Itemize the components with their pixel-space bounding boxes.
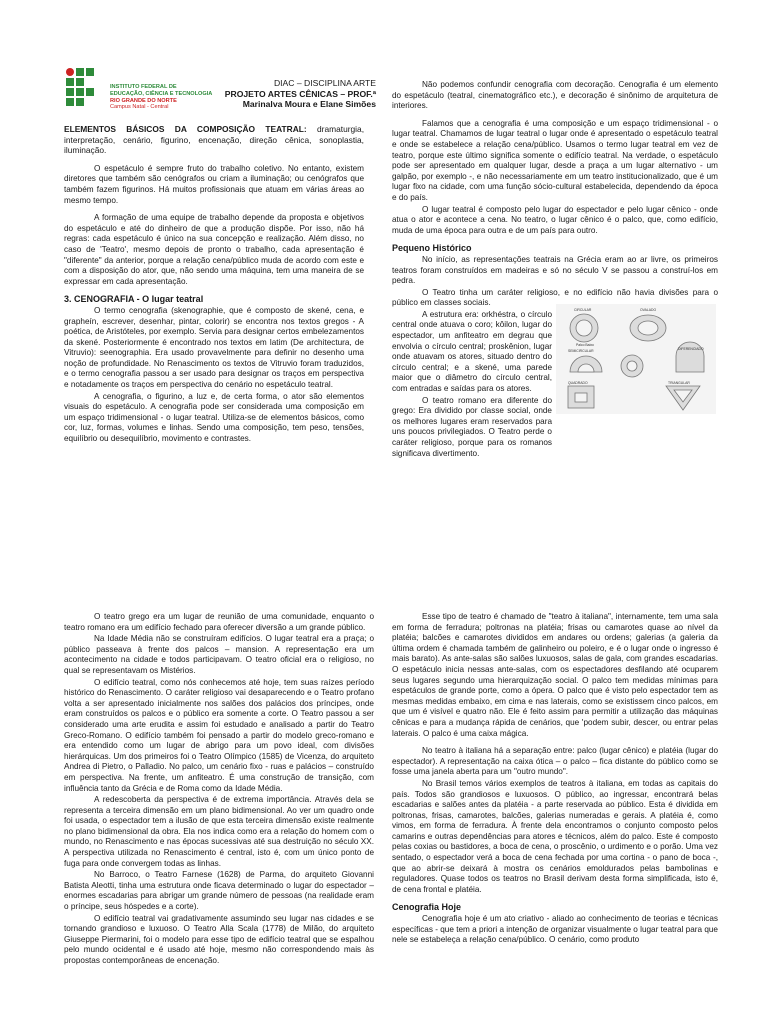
- paragraph: O termo cenografia (skenographie, que é composto de skené, cena, e grapheín, escrever, desenhar, pintar, colorir) se encontra nos textos gregos - A poética, de Aristóteles, por exemplo. Servia para designar certos embelezamentos da skené. Posteriormente é encontrado nos textos em latim (De architectura, de Vitruvio): seenographia. Era usado provavelmente para definir no desenho uma noção de profundidade. No Renascimento os textos de Vitruvio foram traduzidos, e o termo cenografia passou a ser usado para designar os traços em perspectiva e notadamente os traços em perspectiva do cenário no espetáculo teatral.: [64, 305, 364, 390]
- figure-label: CIRCULAR: [574, 308, 592, 312]
- paragraph: A cenografia, o figurino, a luz e, de certa forma, o ator são elementos visuais do espetáculo. A cenografia pode ser considerada uma composição em um espaço tridimensional - o lugar teatral. Utiliza-se de elementos básicos, como cor, luz, formas, volumes e linhas. Sendo uma composição, tem peso, tensões, equilíbrio ou desequilíbrio, movimento e contrastes.: [64, 391, 364, 444]
- paragraph: No Barroco, o Teatro Farnese (1628) de Parma, do arquiteto Giovanni Batista Aleotti, tinha uma estrutura onde ficava determinado o lugar do espectador – enormes escadarias para abrigar um grande número de pessoas (na realidade eram o príncipe, seus hóspedes e a corte).: [64, 870, 374, 912]
- document-header: DIAC – DISCIPLINA ARTE PROJETO ARTES CÊNICAS – PROF.ª Marinalva Moura e Elane Simões: [224, 78, 376, 110]
- page2-left-column: [64, 612, 374, 968]
- figure-label: DIFERENCIADO: [678, 347, 704, 351]
- figure-label: QUADRADO: [568, 381, 588, 385]
- paragraph: Na Idade Média não se construíram edifícios. O lugar teatral era a praça; o público passeava à frente dos palcos – mansion. A representação era um acontecimento na cidade e todos participavam. O teatro oficial era o religioso, no qual se representavam os Mistérios.: [64, 634, 374, 675]
- paragraph: A formação de uma equipe de trabalho depende da proposta e objetivos do espetáculo e até do dinheiro de que a produção dispõe. Por isso, não há regras: cada espetáculo é único na sua concepção e realização. Além disso, no caso de 'Teatro', mesmo depois de pronto o trabalho, cada apresentação é "diferente" da anterior, porque a relação cena/público muda de acordo com este e com a disposição do ator, que, não sendo uma máquina, tem uma maneira de se expressar em cada apresentação.: [64, 213, 364, 286]
- paragraph: Cenografia hoje é um ato criativo - aliado ao conhecimento de teorias e técnicas específicas - que tem a priori a intenção de organizar visualmente o lugar teatral para que nele se estabeleça a relação cena/público. O cenário, como produto: [392, 914, 718, 945]
- paragraph: Falamos que a cenografia é uma composição e um espaço tridimensional - o lugar teatral. Chamamos de lugar teatral o lugar onde é apresentado o espetáculo teatral e onde se estabelece a relação cena/público. Usamos o termo lugar teatral em vez de teatro, porque este último significa somente o edifício teatral. Na verdade, o espetáculo pode ser apresentado em qualquer lugar, desde a praça a um lugar alternativo - um galpão, por exemplo -, e não necessariamente em um teatro institucionalizado, que é um lugar fixo na cidade, com uma função sócio-cultural estabelecida, dependendo da época e do país.: [392, 118, 718, 202]
- page1-left-column: [64, 124, 364, 452]
- paragraph: A estrutura era: orkhéstra, o círculo central onde atuava o coro; kôilon, lugar do espectador, um anfiteatro em degrau que envolvia o círculo central; proskênion, lugar onde atuavam os atores, situado dentro do círculo central; e a skené, uma parede maior que o diâmetro do círculo central, com entradas e saídas para os atores.: [392, 309, 552, 394]
- institution-logo: [64, 66, 106, 108]
- stage-shapes-figure: [556, 304, 716, 414]
- figure-label: Palco Baixo: [576, 343, 594, 347]
- page-2: [0, 612, 768, 1024]
- paragraph: No início, as representações teatrais na Grécia eram ao ar livre, os primeiros teatros foram construídos em madeiras e só no século V se passou a construí-los em pedra.: [392, 254, 718, 286]
- paragraph: No teatro à italiana há a separação entre: palco (lugar cênico) e platéia (lugar do espectador). A representação na caixa ótica – o palco – fica distante do público como se fosse uma janela aberta para um "outro mundo".: [392, 746, 718, 777]
- document-title: ELEMENTOS BÁSICOS DA COMPOSIÇÃO TEATRAL: dramaturgia, interpretação, cenário, figurino, encenação, direção cênica, sonoplastia, iluminação.: [64, 124, 365, 156]
- paragraph: Esse tipo de teatro é chamado de "teatro à italiana", internamente, tem uma sala em forma de ferradura; poltronas na platéia; frisas ou camarotes quase ao nível da platéia; balcões e camarotes divididos em andares ou ordens; galerias (a galeria da última ordem é chamada também de galinheiro ou poleiro, e é o lugar onde o ingresso é mais barato). As ante-salas são salões luxuosos, salas de gala, com grandes escadarias. O espetáculo inicia nessas ante-salas, com os espectadores desfilando até ocuparem seus lugares segundo uma hierarquização social. O palco tem medidas mínimas para espetáculos de grande porte, como a ópera. O palco que é visto pelo espectador tem as mesmas medidas embaixo, em cima e nas laterais, como se existissem cinco palcos, em que um é visível e quatro não. Ele é feito assim para permitir a utilização das máquinas cênicas e para a mudança rápida de cenários, que 'podem subir, descer, ou entrar pelas laterais. O palco é uma caixa mágica.: [392, 612, 718, 738]
- institution-name: INSTITUTO FEDERAL DE EDUCAÇÃO, CIÊNCIA E TECNOLOGIA RIO GRANDE DO NORTE Campus Natal - Central: [110, 84, 213, 111]
- section-heading: 3. CENOGRAFIA - O lugar teatral: [64, 294, 204, 305]
- section-heading: Cenografia Hoje: [392, 902, 462, 913]
- page2-right-column: [392, 612, 718, 953]
- paragraph: O teatro grego era um lugar de reunião de uma comunidade, enquanto o teatro romano era um edifício fechado para oferecer diversão a um grande público.: [64, 612, 374, 632]
- paragraph: A redescoberta da perspectiva é de extrema importância. Através dela se representa a terceira dimensão em um plano bidimensional. Ao ver um quadro onde foi usada, o espectador tem a ilusão de que esta terceira dimensão existe realmente no plano bidimensional da obra. Ela nos indica como era a relação do homem com o mundo, no Renascimento e nas épocas sucessivas até sua destruição no século XX. A perspectiva utilizada no Renascimento é central, isto é, com um único ponto de fuga para onde convergem todas as linhas.: [64, 795, 374, 868]
- figure-label: SEMICIRCULAR: [568, 349, 594, 353]
- paragraph: Não podemos confundir cenografia com decoração. Cenografia é um elemento do espetáculo (teatral, cinematográfico etc.), e decoração é sinônimo de arquitetura de interiores.: [392, 80, 718, 111]
- figure-label: OVALADO: [640, 308, 657, 312]
- paragraph: No Brasil temos vários exemplos de teatros à italiana, em todas as capitais do país. Todos são grandiosos e luxuosos. O público, ao ingressar, encontrará belas escadarias e salões antes da platéia - a parte reservada ao público. Esta é dividida em poltronas, frisas, camarotes, balcões, galerias numeradas e gerais. A platéia é, como vimos, em forma de ferradura. À frente dela encontramos o conjunto composto pelos camarins e outras dependências para atores e técnicos, além do palco. Este é composto pelas coxias ou bastidores, a boca de cena, o proscênio, o urdimento e o porão. Uma vez sentado, o espectador verá a boca de cena fechada por uma cortina - o pano de boca -, que ao abrir-se deixará à mostra os cenários emoldurados pelas bambolinas e reguladores. Quase todos os teatros no Brasil derivam desta forma simplificada, isto é, de cena frontal e platéia.: [392, 778, 718, 894]
- paragraph: O espetáculo é sempre fruto do trabalho coletivo. No entanto, existem diretores que também são cenógrafos ou criam a iluminação; ou cenógrafos que também fazem figurinos. Há muitos profissionais que atuam em várias áreas ao mesmo tempo.: [64, 163, 364, 205]
- section-heading: Pequeno Histórico: [392, 243, 472, 254]
- paragraph: O lugar teatral é composto pelo lugar do espectador e pelo lugar cênico - onde atua o ator e acontece a cena. No teatro, o lugar cênico é o palco, que, como edifício, muda de uma época para outra e de um país para outro.: [392, 204, 718, 235]
- figure-label: TRIANGULAR: [668, 381, 690, 385]
- stage-shapes-diagram: [556, 304, 716, 414]
- paragraph: O Teatro tinha um caráter religioso, e no edifício não havia divisões para o público em classes sociais.: [392, 287, 718, 308]
- paragraph: O edifício teatral vai gradativamente assumindo seu lugar nas cidades e se tornando grandioso e luxuoso. O Teatro Alla Scala (1778) de Milão, do arquiteto Giuseppe Piermarini, foi o modelo para esse tipo de edifício teatral que se espalhou pelo mundo ocidental e é usado até hoje, mesmo não correspondendo mais às propostas contemporâneas de encenação.: [64, 913, 374, 965]
- paragraph: O teatro romano era diferente do grego: Era dividido por classe social, onde os melhores lugares eram reservados para uns poucos privilegiados. O Teatro perde o caráter religioso, porque para os romanos significava divertimento.: [392, 395, 552, 458]
- paragraph: O edifício teatral, como nós conhecemos até hoje, tem suas raízes período histórico do Renascimento. O caráter religioso vai desaparecendo e o Teatro profano volta a ser apresentado inicialmente nos salões dos palácios dos príncipes, onde eram construídos os palcos e o público era somente a corte. O Teatro passou a ser considerado uma arte erudita e assim foi estudado e analisado a partir do Teatro Greco-Romano. O edifício também foi pensado a partir do modelo greco-romano e era entendido como um lugar de abrigo para um povo ideal, com divisões hierárquicas. Um dos primeiros foi o Teatro Olímpico (1585) de Vicenza, do arquiteto Andrea di Pietro, o Palladio. No palco, um cenário fixo - ruas e palácios – construído em perspectiva. Na frente, um anfiteatro. É uma construção de transição, com influência tanto da Grécia e de Roma como da Idade Média.: [64, 677, 374, 793]
